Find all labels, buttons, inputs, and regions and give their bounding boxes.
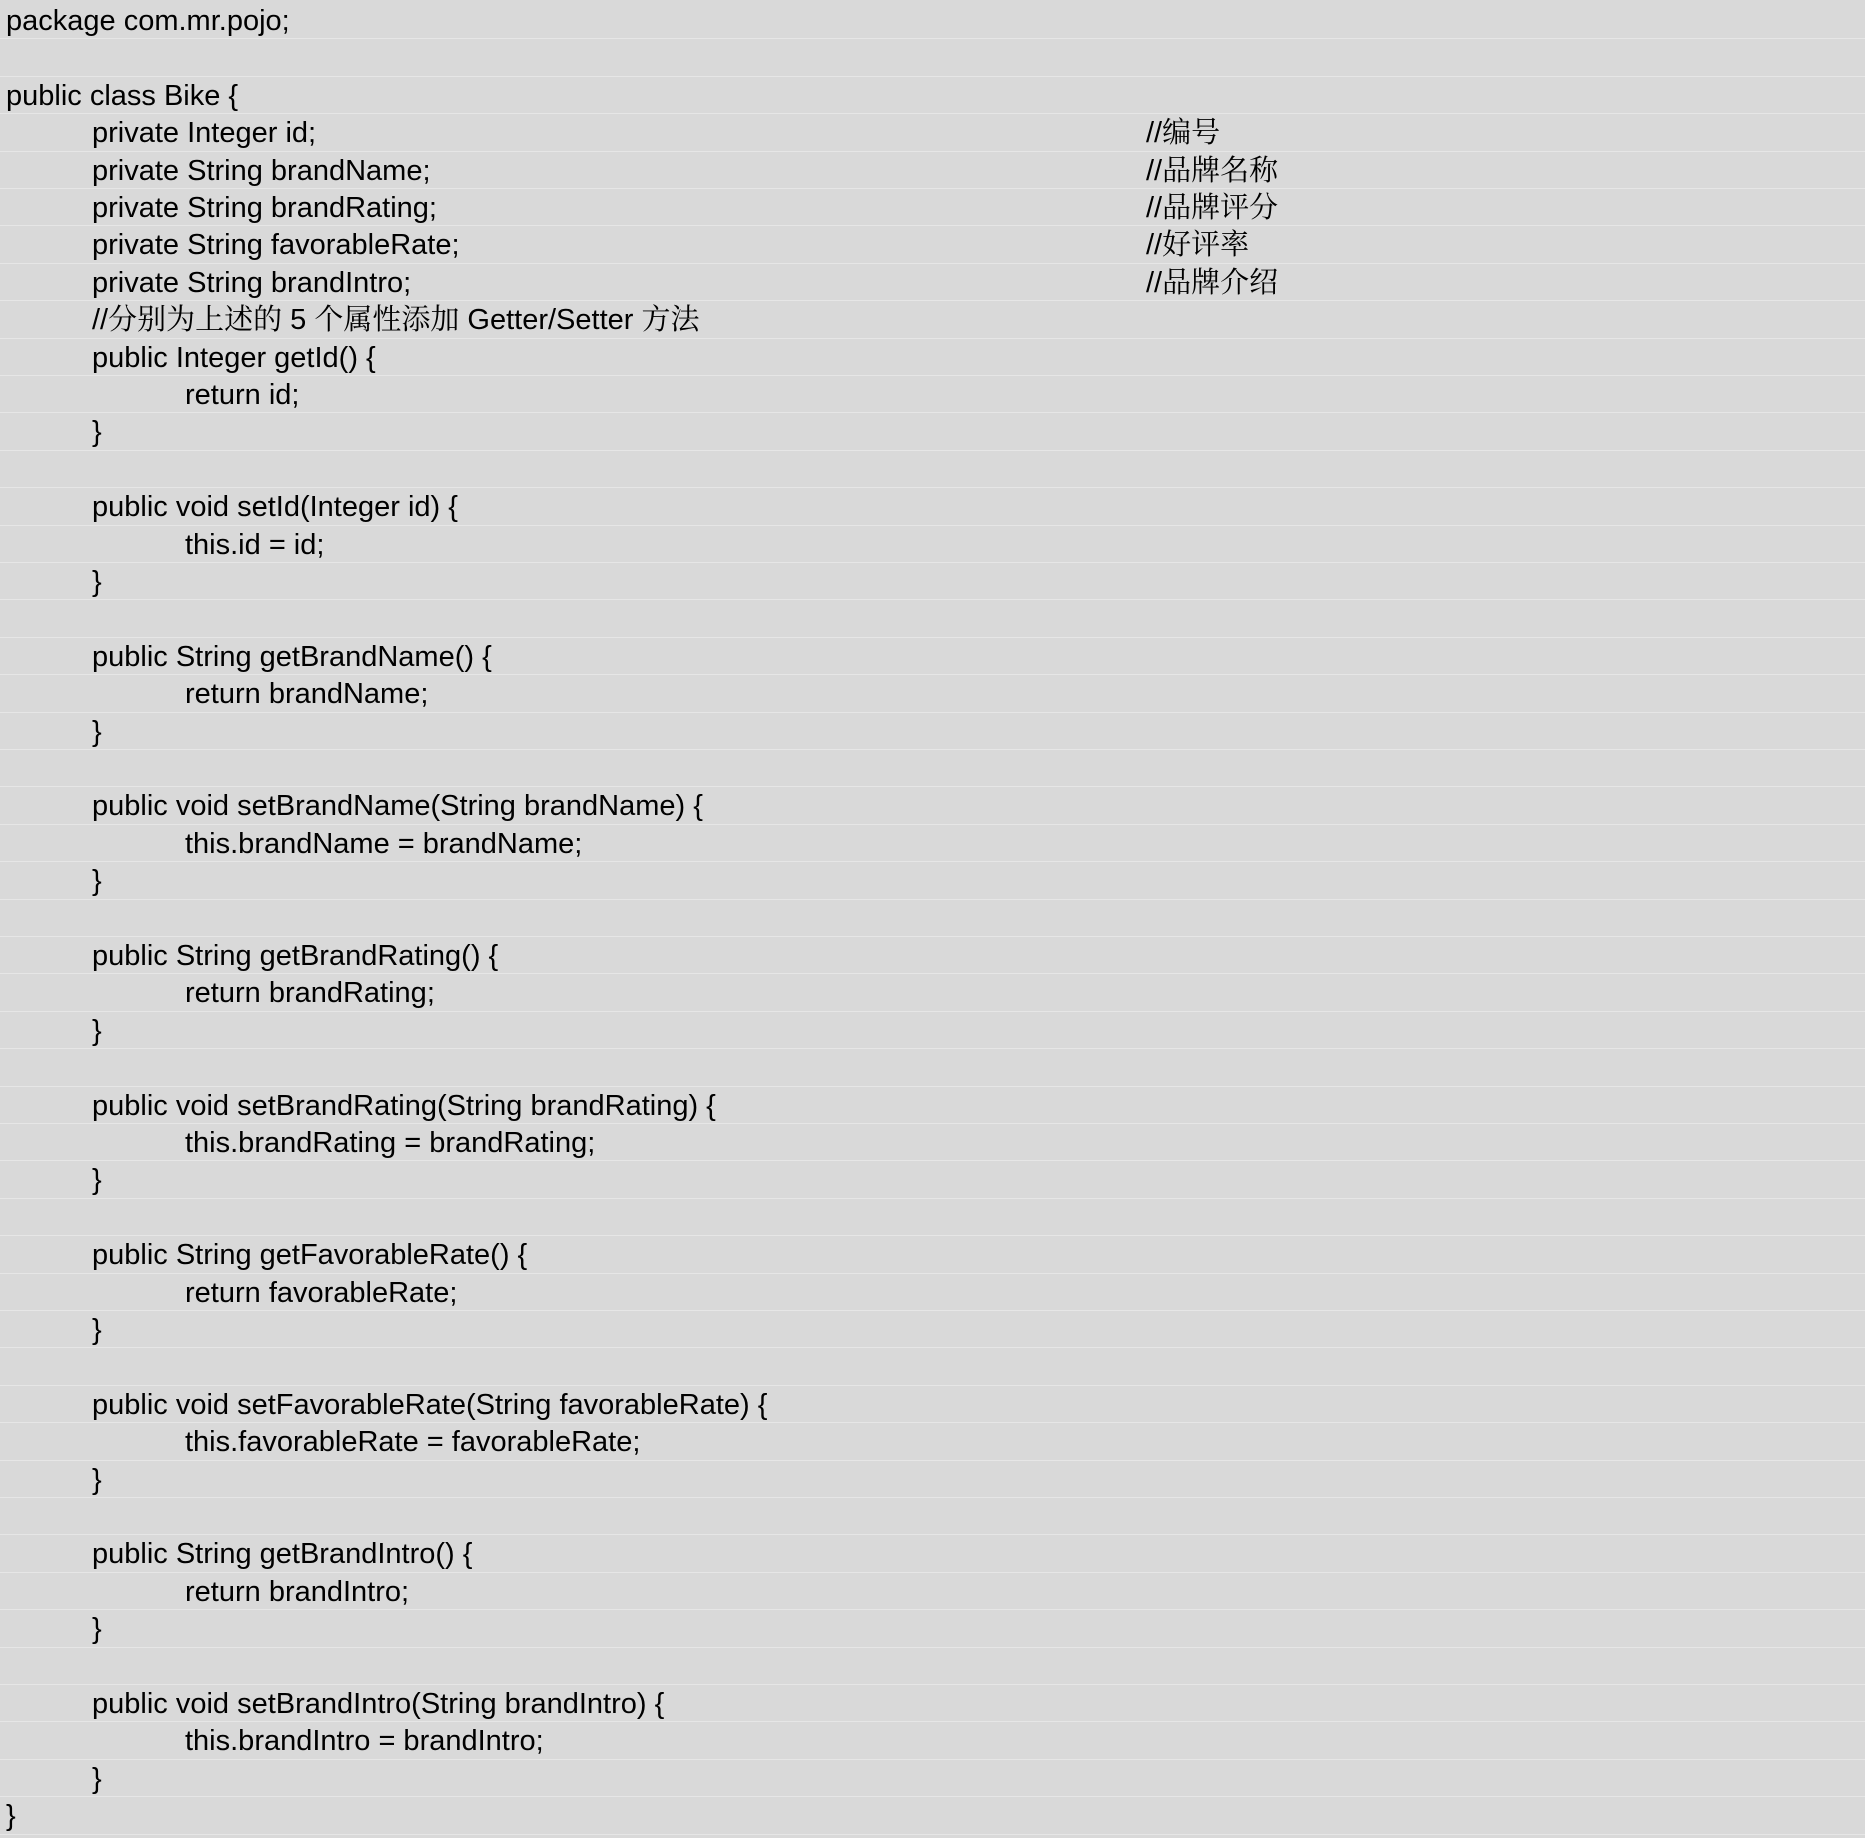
code-line	[0, 675, 1865, 712]
code-line-comment: //品牌评分	[1146, 192, 1279, 224]
code-line	[0, 339, 1865, 376]
code-line-comment: //编号	[1146, 117, 1221, 150]
code-line	[0, 1348, 1865, 1385]
code-line	[0, 526, 1865, 563]
code-line-text: private String brandIntro;	[92, 266, 412, 299]
code-line-text: public void setFavorableRate(String favorableRate) {	[92, 1388, 768, 1421]
code-line-text: public class Bike {	[6, 79, 239, 112]
code-line-text: return brandName;	[185, 678, 429, 711]
code-line-text: }	[6, 1800, 16, 1833]
code-line	[0, 1199, 1865, 1236]
code-line-comment: //品牌名称	[1146, 154, 1279, 187]
code-line-text: public void setId(Integer id) {	[92, 491, 458, 524]
code-line-text: this.brandName = brandName;	[185, 827, 583, 860]
code-line	[0, 600, 1865, 637]
code-line	[0, 638, 1865, 675]
code-line-text: }	[92, 865, 102, 898]
code-line-text: package com.mr.pojo;	[6, 5, 290, 37]
code-line	[0, 152, 1865, 189]
code-line	[0, 1760, 1865, 1797]
code-line	[0, 1012, 1865, 1049]
code-line-comment: //品牌介绍	[1146, 266, 1279, 299]
code-line-text: //分别为上述的 5 个属性添加 Getter/Setter 方法	[92, 304, 700, 337]
code-line	[0, 376, 1865, 413]
code-line	[0, 413, 1865, 450]
code-line-comment: //好评率	[1146, 229, 1250, 262]
code-line-text: return favorableRate;	[185, 1276, 458, 1309]
code-line	[0, 114, 1865, 151]
code-line-text: public String getBrandName() {	[92, 640, 492, 673]
code-line-text: return brandRating;	[185, 977, 435, 1010]
code-line	[0, 1685, 1865, 1722]
code-line	[0, 1535, 1865, 1572]
code-line	[0, 1610, 1865, 1647]
code-line	[0, 1461, 1865, 1498]
code-line-text: private String brandRating;	[92, 192, 437, 224]
code-line	[0, 1311, 1865, 1348]
code-line	[0, 1087, 1865, 1124]
code-line-text: }	[92, 1463, 102, 1496]
code-line-text: private String favorableRate;	[92, 229, 460, 262]
code-line	[0, 301, 1865, 338]
code-line-text: }	[92, 1613, 102, 1646]
code-line-text: this.brandRating = brandRating;	[185, 1127, 596, 1159]
code-line	[0, 713, 1865, 750]
code-line	[0, 563, 1865, 600]
code-line-text: private String brandName;	[92, 154, 431, 187]
code-line-text: }	[92, 1164, 102, 1197]
code-line-text: }	[92, 566, 102, 598]
code-line	[0, 226, 1865, 263]
code-line	[0, 825, 1865, 862]
code-line-text: }	[92, 715, 102, 748]
code-line	[0, 264, 1865, 301]
code-line-text: private Integer id;	[92, 117, 317, 150]
code-line-text: return brandIntro;	[185, 1575, 410, 1608]
code-line	[0, 1648, 1865, 1685]
code-line	[0, 1797, 1865, 1834]
code-line-text: return id;	[185, 379, 300, 411]
code-line	[0, 1498, 1865, 1535]
code-line-text: public String getBrandRating() {	[92, 940, 499, 972]
code-line	[0, 39, 1865, 76]
code-line-text: }	[92, 1314, 102, 1346]
code-line-text: }	[92, 416, 102, 449]
code-line	[0, 900, 1865, 937]
code-line-text: public String getBrandIntro() {	[92, 1538, 473, 1571]
code-line	[0, 1236, 1865, 1273]
code-line	[0, 488, 1865, 525]
code-line-text: this.favorableRate = favorableRate;	[185, 1426, 641, 1459]
code-line-text: this.id = id;	[185, 528, 325, 561]
code-line	[0, 189, 1865, 226]
code-line-text: public void setBrandIntro(String brandIntro) {	[92, 1688, 665, 1720]
code-line	[0, 1722, 1865, 1759]
code-line	[0, 77, 1865, 114]
code-line	[0, 862, 1865, 899]
code-line-text: }	[92, 1014, 102, 1047]
code-line	[0, 1423, 1865, 1460]
code-line-text: public Integer getId() {	[92, 341, 376, 374]
code-line	[0, 1386, 1865, 1423]
code-line	[0, 1274, 1865, 1311]
code-line	[0, 1573, 1865, 1610]
code-line	[0, 787, 1865, 824]
code-line	[0, 451, 1865, 488]
code-line	[0, 937, 1865, 974]
code-line	[0, 974, 1865, 1011]
code-line-text: public String getFavorableRate() {	[92, 1239, 528, 1272]
code-line-text: public void setBrandRating(String brandRating) {	[92, 1089, 716, 1122]
code-line	[0, 1161, 1865, 1198]
code-line	[0, 1124, 1865, 1161]
code-line	[0, 750, 1865, 787]
code-line-text: this.brandIntro = brandIntro;	[185, 1725, 544, 1758]
code-line	[0, 1049, 1865, 1086]
code-line-text: public void setBrandName(String brandName) {	[92, 790, 703, 823]
code-line	[0, 2, 1865, 39]
code-line-text: }	[92, 1762, 102, 1795]
